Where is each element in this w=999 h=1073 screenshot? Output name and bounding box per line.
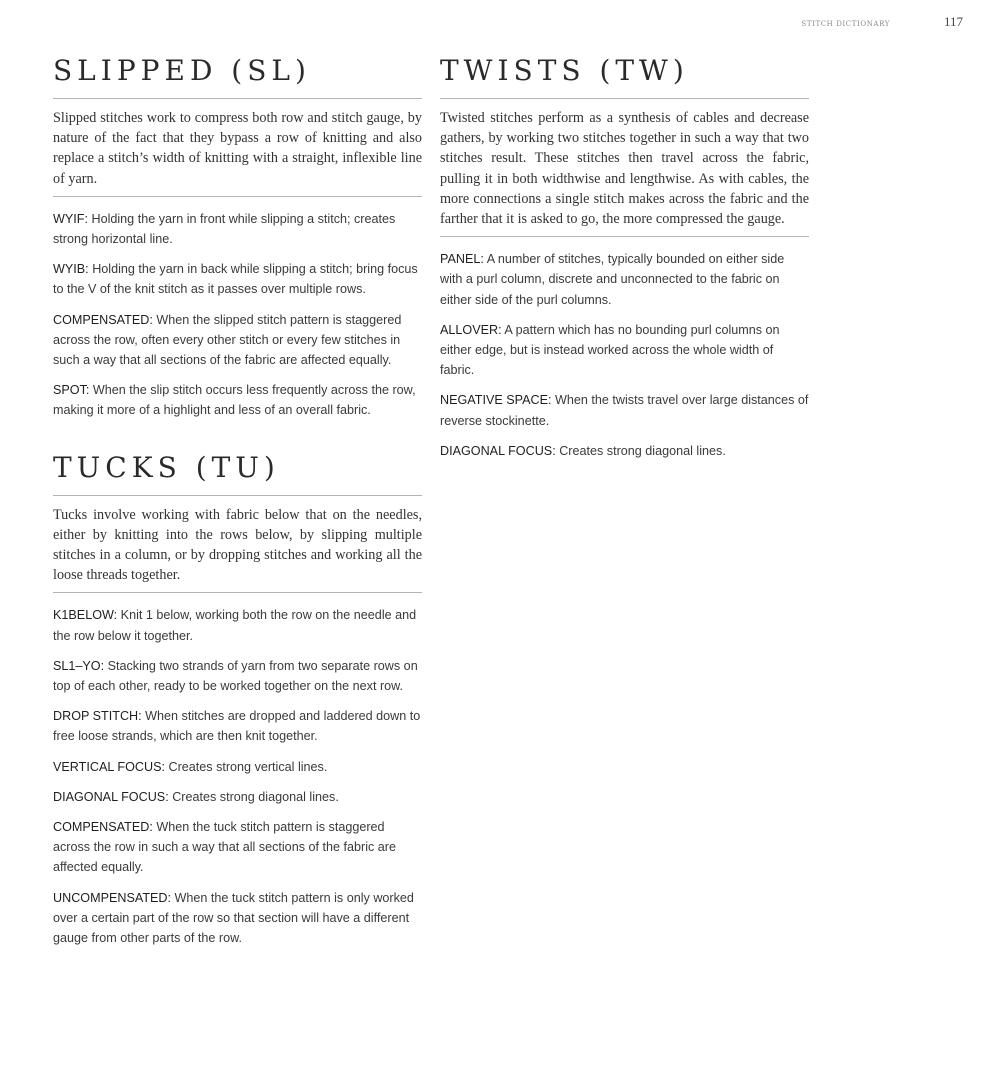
term-list-twists — [440, 237, 809, 461]
term-list-slipped — [53, 197, 422, 421]
term-entry — [53, 706, 422, 746]
term-name: PANEL: — [440, 252, 484, 267]
term-list-tucks — [53, 593, 422, 948]
section-intro-twists: Twisted stitches perform as a synthesis of cables and decrease gathers, by working two stitches together in such a way that two stitches result. These stitches then travel across the fabric, pulling it in both widthwise and lengthwise. As with cables, the more connections a single stitch makes across the fabric and the farther that it is asked to go, the more compressed the gauge. — [440, 99, 809, 237]
term-name: SPOT: — [53, 383, 90, 398]
term-description: Knit 1 below, working both the row on the needle and the row below it together. — [53, 608, 417, 643]
term-name: ALLOVER: — [440, 322, 502, 337]
term-description: A number of stitches, typically bounded on either side with a purl column, discrete and unconnected to the fabric on either side of the purl columns. — [440, 252, 785, 307]
term-name: DIAGONAL FOCUS: — [440, 443, 556, 458]
term-description: Creates strong diagonal lines. — [172, 789, 339, 804]
term-description: A pattern which has no bounding purl columns on either edge, but is instead worked across the whole width of fabric. — [440, 322, 780, 378]
term-description: Holding the yarn in front while slipping a stitch; creates strong horizontal line. — [53, 211, 396, 247]
term-description: When stitches are dropped and laddered down to free loose strands, which are then knit together. — [53, 709, 421, 744]
term-entry — [53, 310, 422, 371]
term-name: DIAGONAL FOCUS: — [53, 789, 169, 804]
section-intro-slipped: Slipped stitches work to compress both row and stitch gauge, by nature of the fact that they bypass a row of knitting and also replace a stitch’s width of knitting with a straight, inflexible line of yarn. — [53, 99, 422, 197]
term-entry — [440, 249, 809, 310]
term-entry — [53, 605, 422, 645]
term-name: COMPENSATED: — [53, 312, 153, 327]
running-header — [801, 14, 963, 30]
term-entry — [53, 817, 422, 878]
section-title-slipped: SLIPPED (SL) — [53, 54, 422, 99]
term-entry — [53, 656, 422, 696]
term-description: When the tuck stitch pattern is staggered across the row in such a way that all sections of the fabric are affected equally. — [53, 820, 396, 875]
term-entry — [53, 757, 422, 777]
term-entry — [53, 259, 422, 299]
term-description: Creates strong diagonal lines. — [559, 443, 726, 458]
term-name: DROP STITCH: — [53, 709, 142, 724]
term-name: WYIF: — [53, 211, 88, 226]
term-entry — [53, 209, 422, 249]
term-entry — [53, 888, 422, 949]
section-tucks — [53, 451, 422, 949]
section-slipped — [53, 54, 422, 421]
term-description: Creates strong vertical lines. — [168, 759, 328, 774]
term-entry — [53, 787, 422, 807]
section-title-twists: TWISTS (TW) — [440, 54, 809, 99]
section-title-tucks: TUCKS (TU) — [53, 451, 422, 496]
term-description: When the tuck stitch pattern is only worked over a certain part of the row so that section will have a different gauge from other parts of the row. — [53, 890, 414, 946]
term-name: VERTICAL FOCUS: — [53, 759, 165, 774]
term-name: K1BELOW: — [53, 608, 118, 623]
left-column — [53, 54, 422, 978]
term-entry — [53, 380, 422, 420]
term-entry — [440, 390, 809, 430]
term-description: Holding the yarn in back while slipping a stitch; bring focus to the V of the knit stitch as it passes over multiple rows. — [53, 262, 418, 297]
term-description: Stacking two strands of yarn from two separate rows on top of each other, ready to be worked together on the next row. — [53, 658, 418, 694]
section-twists — [440, 54, 809, 461]
running-title: STITCH DICTIONARY — [801, 20, 890, 28]
term-name: COMPENSATED: — [53, 820, 153, 835]
term-description: When the slipped stitch pattern is staggered across the row, often every other stitch or every few stitches in such a way that all sections of the fabric are affected equally. — [53, 312, 402, 368]
term-name: WYIB: — [53, 262, 89, 277]
section-intro-tucks: Tucks involve working with fabric below that on the needles, either by knitting into the rows below, by slipping multiple stitches in a column, or by dropping stitches and working all the loose threads together. — [53, 496, 422, 594]
right-column — [440, 54, 809, 491]
term-entry — [440, 320, 809, 381]
term-description: When the slip stitch occurs less frequently across the row, making it more of a highlight and less of an overall fabric. — [53, 383, 416, 418]
term-name: SL1–YO: — [53, 658, 105, 673]
term-name: UNCOMPENSATED: — [53, 890, 172, 905]
term-description: When the twists travel over large distances of reverse stockinette. — [440, 393, 809, 428]
term-name: NEGATIVE SPACE: — [440, 393, 552, 408]
term-entry — [440, 441, 809, 461]
page-number: 117 — [943, 14, 963, 29]
